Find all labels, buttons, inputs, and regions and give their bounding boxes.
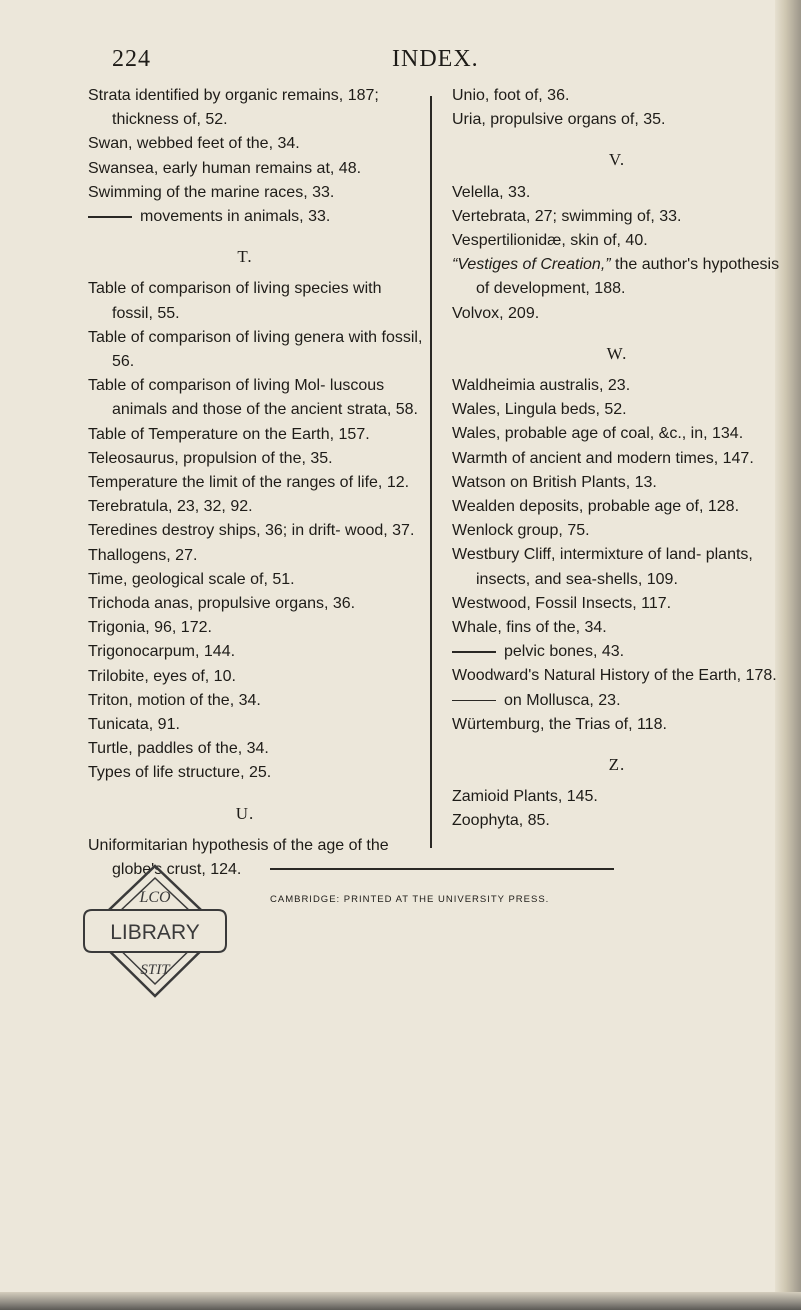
subentry-text: on Mollusca, 23. bbox=[504, 691, 621, 709]
index-entry: Swan, webbed feet of the, 34. bbox=[88, 135, 300, 153]
index-entry: Unio, foot of, 36. bbox=[452, 87, 570, 104]
subentry-text: pelvic bones, 43. bbox=[504, 643, 625, 661]
index-entry: Triton, motion of the, 34. bbox=[88, 691, 261, 709]
index-entry: Wenlock group, 75. bbox=[452, 522, 590, 540]
index-entry: Woodward's Natural History of the Earth, 178. bbox=[452, 667, 777, 685]
printer-imprint: CAMBRIDGE: PRINTED AT THE UNIVERSITY PRESS. bbox=[270, 893, 550, 905]
index-subentry bbox=[452, 689, 782, 713]
entry-text: the author's hypothesis of development, 188. bbox=[476, 256, 780, 298]
index-entry: Teleosaurus, propulsion of the, 35. bbox=[88, 449, 333, 467]
stamp-bottom-text: STIT bbox=[140, 962, 170, 978]
index-entry: Uniformitarian hypothesis of the age of the globe's crust, 124. bbox=[88, 836, 389, 879]
section-letter: Z. bbox=[608, 755, 626, 775]
index-entry: Trilobite, eyes of, 10. bbox=[88, 667, 236, 685]
index-entry: Strata identified by organic remains, 187; thickness of, 52. bbox=[88, 87, 379, 129]
index-entry: Terebratula, 23, 32, 92. bbox=[88, 498, 253, 516]
footer-rule bbox=[270, 868, 614, 870]
index-entry: Waldheimia australis, 23. bbox=[452, 377, 631, 395]
index-entry: Uria, propulsive organs of, 35. bbox=[452, 111, 666, 129]
index-entry: Teredines destroy ships, 36; in drift- wood, 37. bbox=[88, 522, 415, 540]
page-title: INDEX. bbox=[392, 46, 479, 72]
section-letter: V. bbox=[608, 150, 626, 170]
section-letter: T. bbox=[237, 247, 253, 267]
page-header bbox=[0, 42, 801, 78]
index-subentry bbox=[88, 205, 426, 229]
subentry-text: movements in animals, 33. bbox=[140, 208, 331, 226]
index-entry: Turtle, paddles of the, 34. bbox=[88, 740, 269, 758]
index-entry: Wales, probable age of coal, &c., in, 134. bbox=[452, 425, 744, 443]
index-entry: Vertebrata, 27; swimming of, 33. bbox=[452, 207, 682, 225]
index-entry: Table of comparison of living species with fossil, 55. bbox=[88, 280, 382, 322]
index-entry: Whale, fins of the, 34. bbox=[452, 619, 607, 637]
index-entry: Swimming of the marine races, 33. bbox=[88, 183, 335, 201]
ditto-dash bbox=[452, 651, 496, 653]
index-entry: Time, geological scale of, 51. bbox=[88, 570, 295, 588]
index-entry: Temperature the limit of the ranges of life, 12. bbox=[88, 474, 410, 492]
index-entry: Types of life structure, 25. bbox=[88, 764, 272, 782]
stamp-top-text: LCO bbox=[139, 889, 171, 906]
page-number: 224 bbox=[112, 46, 151, 72]
index-entry: Zoophyta, 85. bbox=[452, 812, 550, 830]
index-column-right bbox=[452, 84, 782, 834]
index-entry: Thallogens, 27. bbox=[88, 546, 198, 564]
footer bbox=[270, 868, 614, 905]
ditto-dash bbox=[452, 700, 496, 702]
index-entry: Watson on British Plants, 13. bbox=[452, 473, 657, 491]
index-entry: Westwood, Fossil Insects, 117. bbox=[452, 594, 672, 612]
library-stamp bbox=[80, 858, 230, 1003]
index-entry: Table of Temperature on the Earth, 157. bbox=[88, 425, 370, 443]
index-entry: Warmth of ancient and modern times, 147. bbox=[452, 449, 754, 467]
index-entry: Tunicata, 91. bbox=[88, 716, 180, 734]
index-subentry bbox=[452, 640, 782, 664]
index-entry bbox=[452, 253, 782, 301]
index-entry: Table of comparison of living Mol- luscous animals and those of the ancient strata, 58. bbox=[88, 377, 418, 419]
index-column-left bbox=[88, 84, 426, 882]
ditto-dash bbox=[88, 216, 132, 218]
index-entry: Wales, Lingula beds, 52. bbox=[452, 401, 627, 419]
page-bottom-edge bbox=[0, 1292, 801, 1310]
section-letter: W. bbox=[606, 343, 628, 363]
index-entry: Würtemburg, the Trias of, 118. bbox=[452, 715, 667, 733]
index-entry: Table of comparison of living genera with fossil, 56. bbox=[88, 328, 423, 371]
index-entry: Swansea, early human remains at, 48. bbox=[88, 159, 362, 177]
index-entry: Vespertilionidæ, skin of, 40. bbox=[452, 232, 648, 250]
index-entry: Trigonia, 96, 172. bbox=[88, 619, 212, 637]
index-entry: Trichoda anas, propulsive organs, 36. bbox=[88, 595, 356, 613]
section-letter: U. bbox=[235, 803, 255, 823]
index-entry: Westbury Cliff, intermixture of land- plants, insects, and sea-shells, 109. bbox=[452, 546, 753, 588]
index-entry: Wealden deposits, probable age of, 128. bbox=[452, 498, 740, 516]
index-entry: Volvox, 209. bbox=[452, 304, 540, 322]
entry-italic-title: “Vestiges of Creation,” bbox=[452, 256, 611, 274]
index-entry: Trigonocarpum, 144. bbox=[88, 643, 236, 661]
index-entry: Zamioid Plants, 145. bbox=[452, 788, 598, 806]
stamp-middle-text: LIBRARY bbox=[110, 921, 200, 944]
index-entry: Velella, 33. bbox=[452, 183, 531, 201]
column-divider bbox=[430, 96, 432, 848]
